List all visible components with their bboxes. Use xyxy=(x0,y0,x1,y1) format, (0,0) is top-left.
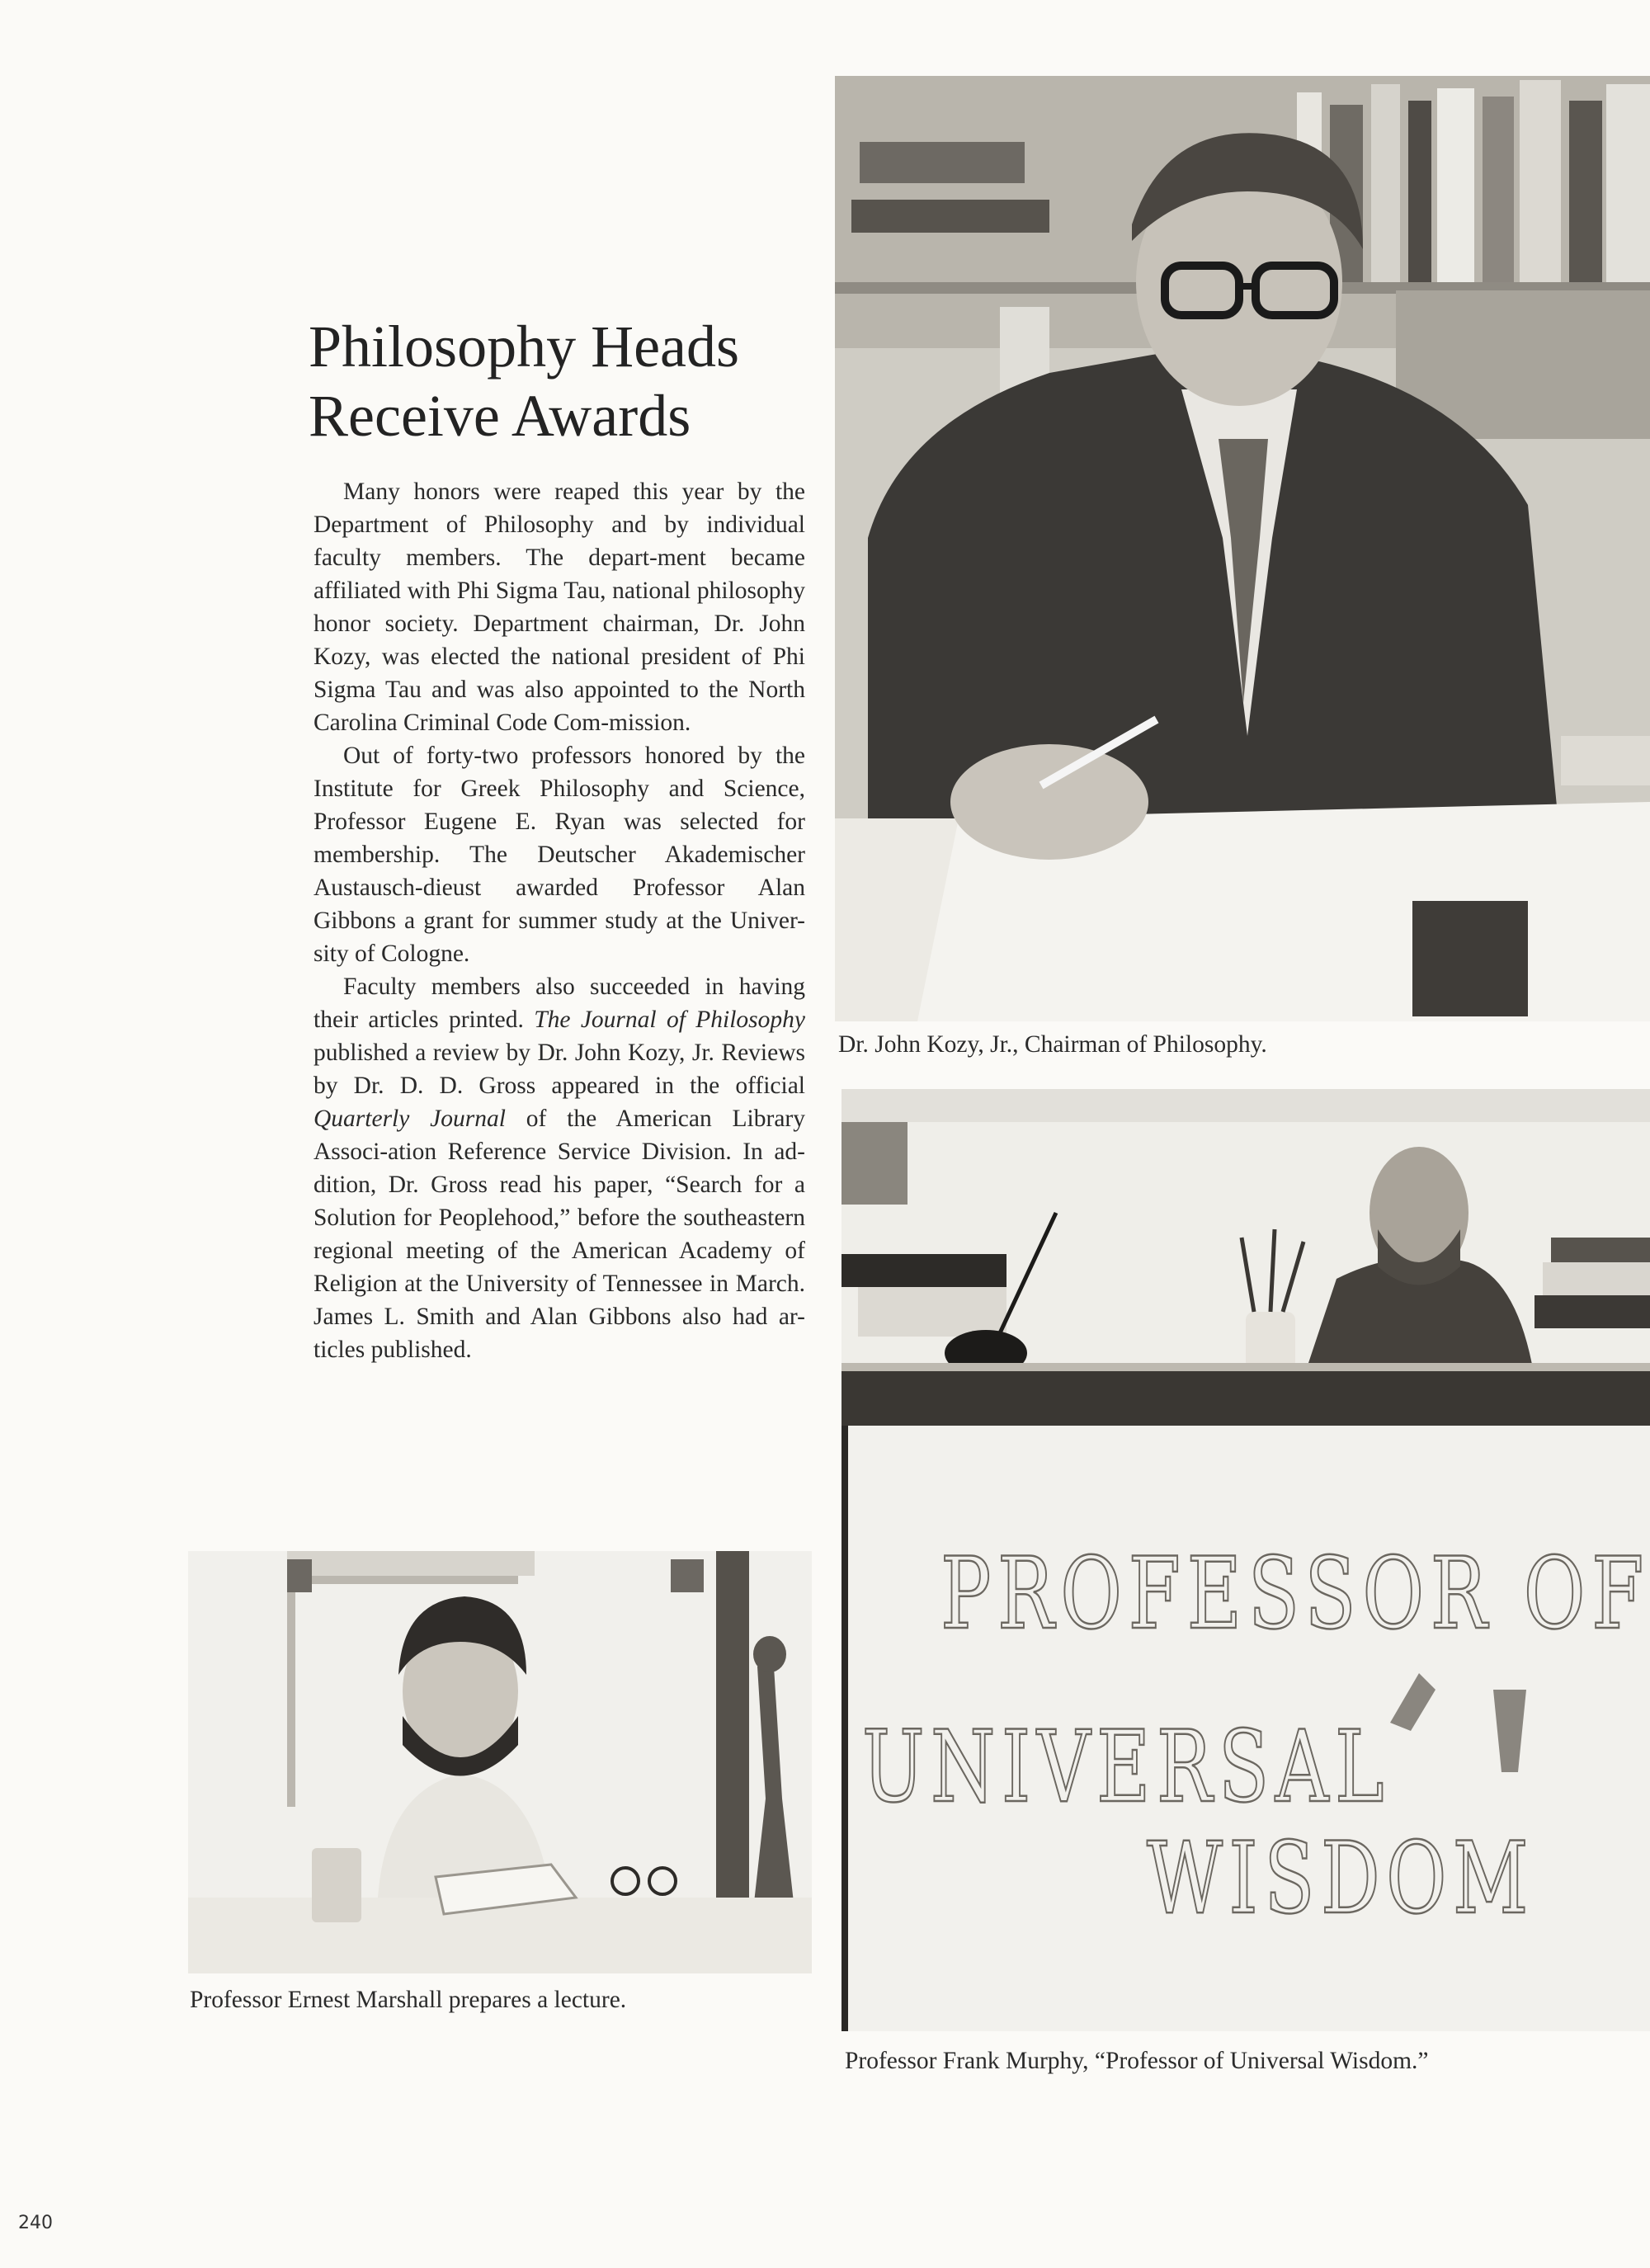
headline-line-1: Philosophy Heads xyxy=(309,314,739,380)
paragraph-1: Many honors were reaped this year by the Department of Philosophy and by individual faculty members. The depart-ment became affiliated with Phi Sigma Tau, national philosophy honor society. Department chairman, Dr. John Kozy, was elected the national president of Phi Sigma Tau and was also appointed to the North Carolina Criminal Code Com-mission. xyxy=(314,479,805,736)
headline-line-2: Receive Awards xyxy=(309,383,691,449)
paragraph-2: Out of forty-two professors honored by the Institute for Greek Philosophy and Science, Professor Eugene E. Ryan was selected for membership. The Deutscher Akademischer Austausch-dieust awarded Professor Alan Gibbons a grant for summer study at the Univer-sity of Cologne. xyxy=(314,743,805,967)
journal-title: The Journal of Philosophy xyxy=(534,1007,805,1033)
paragraph-3-text-a: Faculty members also succeeded in having their articles printed. xyxy=(314,974,805,1033)
caption-kozy: Dr. John Kozy, Jr., Chairman of Philosophy. xyxy=(838,1031,1267,1058)
paragraph-3-text-b: published a review by Dr. John Kozy, Jr. Reviews by Dr. D. D. Gross appeared in the official xyxy=(314,1040,805,1099)
article-body xyxy=(314,475,805,1366)
photo-kozy-image xyxy=(835,76,1650,1021)
photo-marshall-image xyxy=(188,1551,812,1973)
paragraph-3-text-c: of the American Library Associ-ation Reference Service Division. In ad-dition, Dr. Gross read his paper, “Search for a Solution for Peoplehood,” before the southeastern regional meeting of the American Academy of Religion at the University of Tennessee in March. James L. Smith and Alan Gibbons also had ar-ticles published. xyxy=(314,1106,805,1363)
page-title xyxy=(309,312,820,450)
photo-kozy xyxy=(835,76,1650,1021)
sign-line-2: UNIVERSAL xyxy=(862,1710,1390,1825)
sign-line-1: PROFESSOR OF xyxy=(940,1537,1650,1652)
page-number: 240 xyxy=(18,2213,53,2233)
photo-desk-image xyxy=(842,1089,1650,1426)
sign-line-3: WISDOM xyxy=(1147,1822,1534,1936)
caption-marshall: Professor Ernest Marshall prepares a lecture. xyxy=(190,1987,627,2013)
photo-marshall xyxy=(188,1551,812,1973)
photo-desk xyxy=(842,1089,1650,1426)
photo-sign-image xyxy=(842,1426,1650,2031)
photo-sign xyxy=(842,1426,1650,2031)
paragraph-3 xyxy=(314,970,805,1366)
caption-murphy: Professor Frank Murphy, “Professor of Universal Wisdom.” xyxy=(845,2048,1429,2074)
quarterly-journal-title: Quarterly Journal xyxy=(314,1106,506,1132)
